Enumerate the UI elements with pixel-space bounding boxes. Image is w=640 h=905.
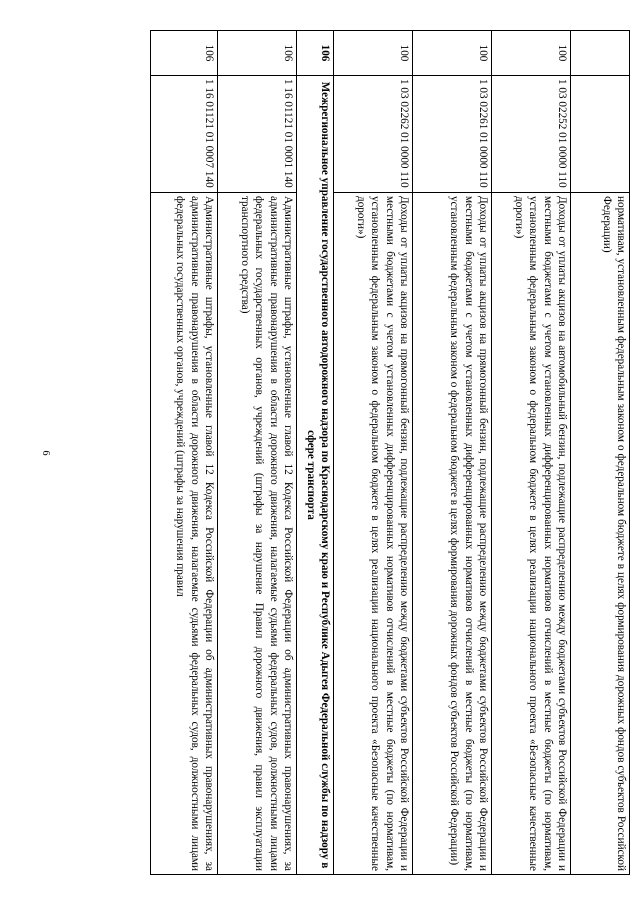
admin-code-cell: 100 [413,31,492,76]
table-row [151,31,218,875]
revenue-description-cell: Доходы от уплаты акцизов на прямогонный бензин, подлежащие распределению между бюджетами субъектов Российской Федерации и местными бюджетами с учетом установленных дифференцированных нормативов отчислений в местные бюджеты (по нормативам, установленным федеральным законом о федеральном бюджете в целях формирования дорожных фондов субъектов Российской Федерации) [413,193,492,875]
page-number: 6 [40,450,51,456]
table-row [492,31,571,875]
administrator-name-cell: Межрегиональное управление государственного автодорожного надзора по Краснодарскому краю и Республике Адыгея Федеральной службы по надзору в сфере транспорта [297,76,334,875]
revenue-description-cell: нормативам, установленным федеральным законом о федеральном бюджете в целях формирования дорожных фондов субъектов Российской Федерации) [571,193,630,875]
kbk-code-cell: 1 03 02261 01 0000 110 [413,76,492,193]
kbk-code-cell: 1 16 01121 01 0007 140 [151,76,218,193]
kbk-code-cell: 1 16 01121 01 0001 140 [218,76,297,193]
revenue-description-cell: Административные штрафы, установленные главой 12 Кодекса Российской Федерации об административных правонарушениях, за административные правонарушения в области дорожного движения, налагаемые судьями федеральных судов, должностными лицами федеральных государственных органов, учреждений (штрафы за нарушение Правил дорожного движения, правил эксплуатации транспортного средства) [218,193,297,875]
section-header-row [297,31,334,875]
table-row [334,31,413,875]
table-row [413,31,492,875]
admin-code-cell: 106 [218,31,297,76]
table-row [218,31,297,875]
revenue-description-cell: Доходы от уплаты акцизов на прямогонный бензин, подлежащие распределению между бюджетами субъектов Российской Федерации и местными бюджетами с учетом установленных дифференцированных нормативов отчислений в местные бюджеты (по нормативам, установленным федеральным законом о федеральном бюджете в целях реализации национального проекта «Безопасные качественные дороги») [334,193,413,875]
kbk-code-cell: 1 03 02262 01 0000 110 [334,76,413,193]
kbk-code-cell [571,76,630,193]
kbk-code-cell: 1 03 02252 01 0000 110 [492,76,571,193]
admin-code-cell: 106 [151,31,218,76]
admin-code-cell: 100 [492,31,571,76]
revenue-classification-table [150,30,630,875]
table-row [571,31,630,875]
revenue-description-cell: Административные штрафы, установленные главой 12 Кодекса Российской Федерации об административных правонарушениях, за административные правонарушения в области дорожного движения, налагаемые судьями федеральных судов, должностными лицами федеральных государственных органов, учреждений (штрафы за нарушения правил [151,193,218,875]
admin-code-cell [571,31,630,76]
admin-code-cell: 100 [334,31,413,76]
admin-code-cell: 106 [297,31,334,76]
revenue-description-cell: Доходы от уплаты акцизов на автомобильный бензин, подлежащие распределению между бюджетами субъектов Российской Федерации и местными бюджетами с учетом установленных дифференцированных нормативов отчислений в местные бюджеты (по нормативам, установленным федеральным законом о федеральном бюджете в целях реализации национального проекта «Безопасные качественные дороги») [492,193,571,875]
revenue-table-container [60,30,630,875]
